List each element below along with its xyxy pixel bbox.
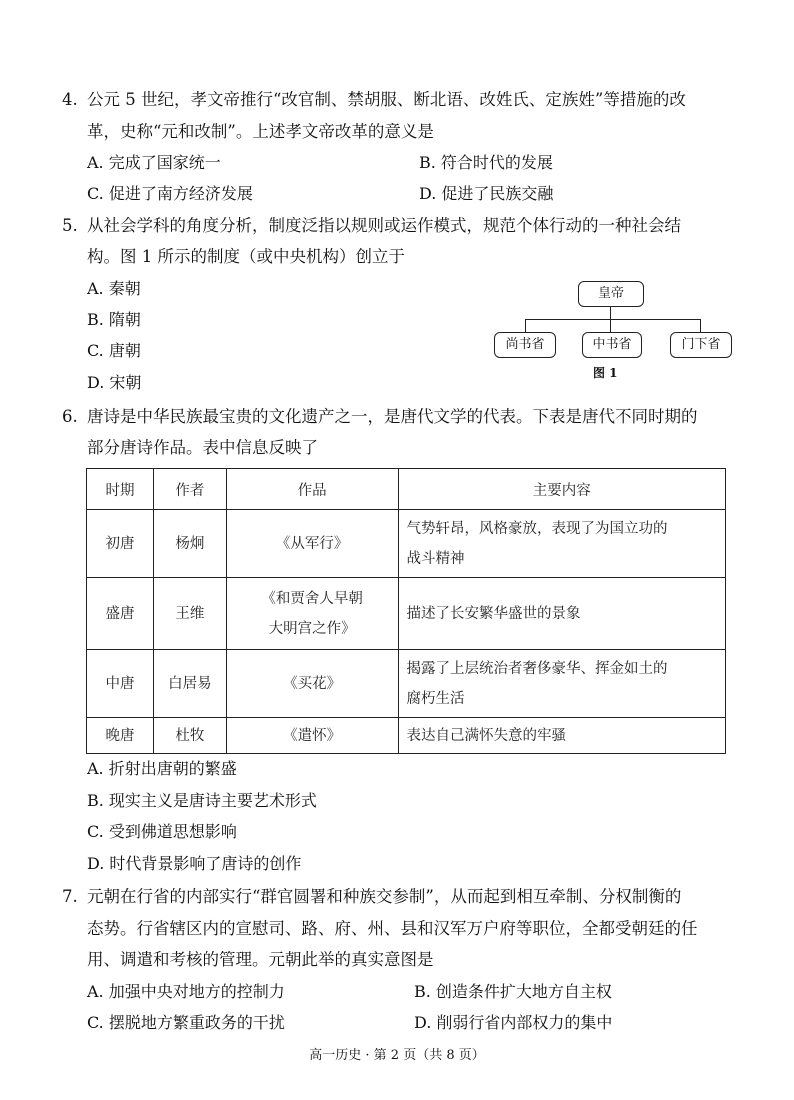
table-cell-content: 描述了长安繁华盛世的景象: [398, 578, 725, 650]
diagram-caption: 图 1: [593, 366, 618, 380]
diagram-connector-horizontal: [525, 319, 700, 320]
table-cell-work: 《从军行》: [226, 510, 398, 578]
q4-option-c: C. 促进了南方经济发展: [87, 184, 253, 203]
q6-stem-line1: 唐诗是中华民族最宝贵的文化遗产之一，是唐代文学的代表。下表是唐代不同时期的: [87, 407, 698, 426]
table-cell-author: 杨炯: [153, 510, 226, 578]
q5-stem-line1: 从社会学科的角度分析，制度泛指以规则或运作模式，规范个体行动的一种社会结: [87, 216, 681, 235]
table-cell-period: 盛唐: [87, 578, 154, 650]
diagram-node-shangshu: 尚书省: [494, 332, 556, 358]
diagram-connector-vertical: [610, 306, 611, 320]
q7-stem-line2: 态势。行省辖区内的宣慰司、路、府、州、县和汉军万户府等职位，全都受朝廷的任: [87, 919, 698, 938]
content-line: 气势轩昂，风格豪放，表现了为国立功的: [406, 520, 668, 537]
table-cell-content: 表达自己满怀失意的牢骚: [398, 718, 725, 754]
q6-option-b: B. 现实主义是唐诗主要艺术形式: [87, 791, 317, 810]
tang-poems-table: [86, 468, 726, 754]
diagram-connector-right: [700, 319, 701, 332]
q4-option-d: D. 促进了民族交融: [419, 184, 554, 203]
q7-option-b: B. 创造条件扩大地方自主权: [414, 982, 612, 1001]
table-row: [87, 578, 726, 650]
q7-option-c: C. 摆脱地方繁重政务的干扰: [87, 1013, 285, 1032]
table-row: [87, 510, 726, 578]
q6-stem-line2: 部分唐诗作品。表中信息反映了: [87, 438, 318, 457]
table-cell-period: 初唐: [87, 510, 154, 578]
q5-option-a: A. 秦朝: [87, 279, 141, 298]
table-row: [87, 718, 726, 754]
table-cell-author: 白居易: [153, 650, 226, 718]
table-cell-period: 晚唐: [87, 718, 154, 754]
q6-option-c: C. 受到佛道思想影响: [87, 822, 237, 841]
q4-option-a: A. 完成了国家统一: [87, 153, 221, 172]
diagram-node-emperor: 皇帝: [578, 281, 644, 307]
q4-stem-line2: 革，史称“元和改制”。上述孝文帝改革的意义是: [87, 122, 434, 141]
q5-option-b: B. 隋朝: [87, 310, 141, 329]
q4-stem-line1: 公元 5 世纪，孝文帝推行“改官制、禁胡服、断北语、改姓氏、定族姓”等措施的改: [87, 90, 686, 109]
q4-option-b: B. 符合时代的发展: [419, 153, 553, 172]
q7-stem-line1: 元朝在行省的内部实行“群官圆署和种族交参制”，从而起到相互牵制、分权制衡的: [87, 887, 682, 906]
diagram-connector-middle: [610, 319, 611, 332]
diagram-node-menxia: 门下省: [670, 332, 732, 358]
q7-option-d: D. 削弱行省内部权力的集中: [414, 1013, 613, 1032]
q6-option-d: D. 时代背景影响了唐诗的创作: [87, 854, 302, 873]
diagram-node-zhongshu: 中书省: [582, 332, 642, 358]
table-cell-work: [226, 578, 398, 650]
table-cell-content: [398, 650, 725, 718]
table-row: [87, 650, 726, 718]
table-cell-work: 《买花》: [226, 650, 398, 718]
table-header-period: 时期: [87, 469, 154, 510]
table-header-row: [87, 469, 726, 510]
q7-number: 7.: [62, 887, 78, 906]
q5-number: 5.: [62, 216, 78, 235]
table-header-work: 作品: [226, 469, 398, 510]
work-line: 《和贾舍人早朝: [261, 590, 363, 607]
table-header-author: 作者: [153, 469, 226, 510]
q5-option-c: C. 唐朝: [87, 341, 141, 360]
table-cell-author: 杜牧: [153, 718, 226, 754]
diagram-connector-left: [525, 319, 526, 332]
table-header-content: 主要内容: [398, 469, 725, 510]
q6-option-a: A. 折射出唐朝的繁盛: [87, 759, 237, 778]
q6-number: 6.: [62, 407, 78, 426]
q7-option-a: A. 加强中央对地方的控制力: [87, 982, 285, 1001]
q5-option-d: D. 宋朝: [87, 373, 142, 392]
work-line: 大明宫之作》: [268, 620, 356, 637]
table-cell-period: 中唐: [87, 650, 154, 718]
q7-stem-line3: 用、调遣和考核的管理。元朝此举的真实意图是: [87, 950, 434, 969]
table-cell-work: 《遣怀》: [226, 718, 398, 754]
q5-stem-line2: 构。图 1 所示的制度（或中央机构）创立于: [87, 247, 405, 266]
content-line: 揭露了上层统治者奢侈豪华、挥金如土的: [406, 660, 668, 677]
table-cell-author: 王维: [153, 578, 226, 650]
content-line: 腐朽生活: [406, 690, 465, 707]
q4-number: 4.: [62, 90, 78, 109]
content-line: 战斗精神: [406, 550, 465, 567]
page-footer: 高一历史 · 第 2 页（共 8 页）: [309, 1048, 485, 1063]
table-cell-content: [398, 510, 725, 578]
